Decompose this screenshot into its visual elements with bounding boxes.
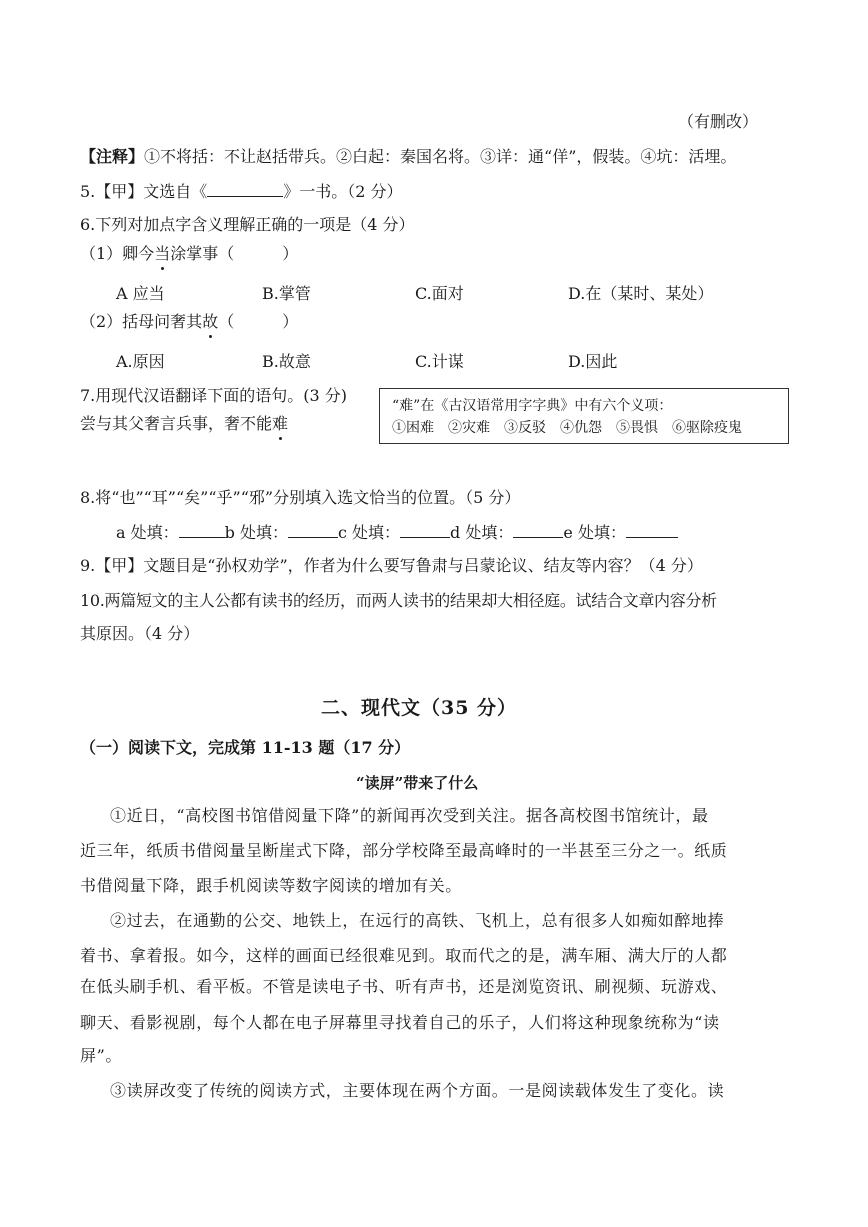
dictionary-box-line2: ①困难 ②灾难 ③反驳 ④仇怨 ⑤畏惧 ⑥驱除疫鬼: [392, 420, 742, 436]
label-c: c 处填：: [337, 523, 401, 542]
label-a: a 处填：: [116, 523, 179, 542]
label-b: b 处填：: [224, 523, 288, 542]
question-9: 9.【甲】文题目是“孙权劝学”，作者为什么要写鲁肃与吕蒙论议、结友等内容？（4 分）: [80, 556, 703, 575]
option-c[interactable]: C.面对: [415, 284, 464, 303]
question-5: [80, 180, 403, 203]
annotation-text: ①不将括：不让赵括带兵。②白起：秦国名将。③详：通“佯”，假装。④坑：活埋。: [144, 147, 737, 166]
option-d[interactable]: D.在（某时、某处）: [568, 284, 714, 303]
question-7-sentence: [80, 413, 288, 435]
label-d: d 处填：: [450, 523, 514, 542]
sub2-prefix: （2）括母问奢其: [80, 312, 203, 331]
paragraph-line: ②过去，在通勤的公交、地铁上，在远行的高铁、飞机上，总有很多人如痴如醉地捧: [110, 911, 725, 930]
question-10-line1: 10.两篇短文的主人公都有读书的经历，而两人读书的结果却大相径庭。试结合文章内容分析: [80, 591, 717, 610]
option-c[interactable]: C.计谋: [415, 352, 464, 371]
dotted-char: 难: [272, 414, 289, 433]
subsection-title: （一）阅读下文，完成第 11-13 题（17 分）: [80, 738, 411, 757]
dictionary-box: [379, 388, 789, 444]
question-5-stem: 5.【甲】文选自《: [80, 182, 208, 201]
blank-c[interactable]: [400, 521, 450, 538]
edit-note: （有删改）: [678, 112, 759, 131]
option-a[interactable]: A.原因: [116, 352, 165, 371]
question-6-sub1: [80, 243, 298, 265]
dotted-char: 故: [202, 312, 219, 331]
paragraph-line: 在低头刷手机、看平板。不管是读电子书、听有声书，还是浏览资讯、刷视频、玩游戏、: [80, 977, 728, 996]
question-8-stem: 8.将“也”“耳”“矣”“乎”“邪”分别填入选文恰当的位置。（5 分）: [80, 488, 521, 507]
question-8-blanks: [116, 521, 678, 544]
sub1-prefix: （1）卿今: [80, 244, 155, 263]
option-b[interactable]: B.故意: [262, 352, 311, 371]
dictionary-box-line1: “难”在《古汉语常用字字典》中有六个义项：: [392, 398, 673, 414]
label-e: e 处填：: [563, 523, 626, 542]
blank-a[interactable]: [179, 521, 225, 538]
answer-blank[interactable]: [207, 180, 283, 197]
blank-b[interactable]: [288, 521, 338, 538]
blank-d[interactable]: [513, 521, 563, 538]
section-title: 二、现代文（35 分）: [321, 697, 518, 719]
annotation-label: 【注释】: [80, 147, 145, 166]
paragraph-line: 近三年，纸质书借阅量呈断崖式下降，部分学校降至最高峰时的一半甚至三分之一。纸质: [80, 841, 728, 860]
option-b[interactable]: B.掌管: [262, 284, 311, 303]
sentence-text: 尝与其父奢言兵事，奢不能: [80, 414, 273, 433]
question-6-sub2: [80, 311, 298, 333]
sub1-suffix: 涂掌事（ ）: [170, 244, 299, 263]
option-a[interactable]: A 应当: [116, 284, 165, 303]
paragraph-line: 屏”。: [80, 1046, 122, 1065]
article-title: “读屏”带来了什么: [356, 774, 479, 792]
sub2-suffix: （ ）: [218, 312, 299, 331]
question-7-stem: 7.用现代汉语翻译下面的语句。(3 分): [80, 386, 348, 405]
dotted-char: 当: [154, 244, 171, 263]
paragraph-line: 着书、拿着报。如今，这样的画面已经很难见到。取而代之的是，满车厢、满大厅的人都: [80, 946, 728, 965]
question-10-line2: 其原因。（4 分）: [80, 624, 200, 643]
option-d[interactable]: D.因此: [568, 352, 618, 371]
paragraph-line: 书借阅量下降，跟手机阅读等数字阅读的增加有关。: [80, 876, 462, 895]
paragraph-line: 聊天、看影视剧，每个人都在电子屏幕里寻找着自己的乐子，人们将这种现象统称为“读: [80, 1013, 720, 1032]
question-6-stem: 6.下列对加点字含义理解正确的一项是（4 分）: [80, 215, 415, 234]
annotation: [80, 146, 736, 168]
blank-e[interactable]: [626, 521, 678, 538]
paragraph-line: ③读屏改变了传统的阅读方式，主要体现在两个方面。一是阅读载体发生了变化。读: [110, 1081, 725, 1100]
paragraph-line: ①近日，“高校图书馆借阅量下降”的新闻再次受到关注。据各高校图书馆统计，最: [110, 806, 709, 825]
question-5-tail: 》一书。（2 分）: [283, 182, 403, 201]
